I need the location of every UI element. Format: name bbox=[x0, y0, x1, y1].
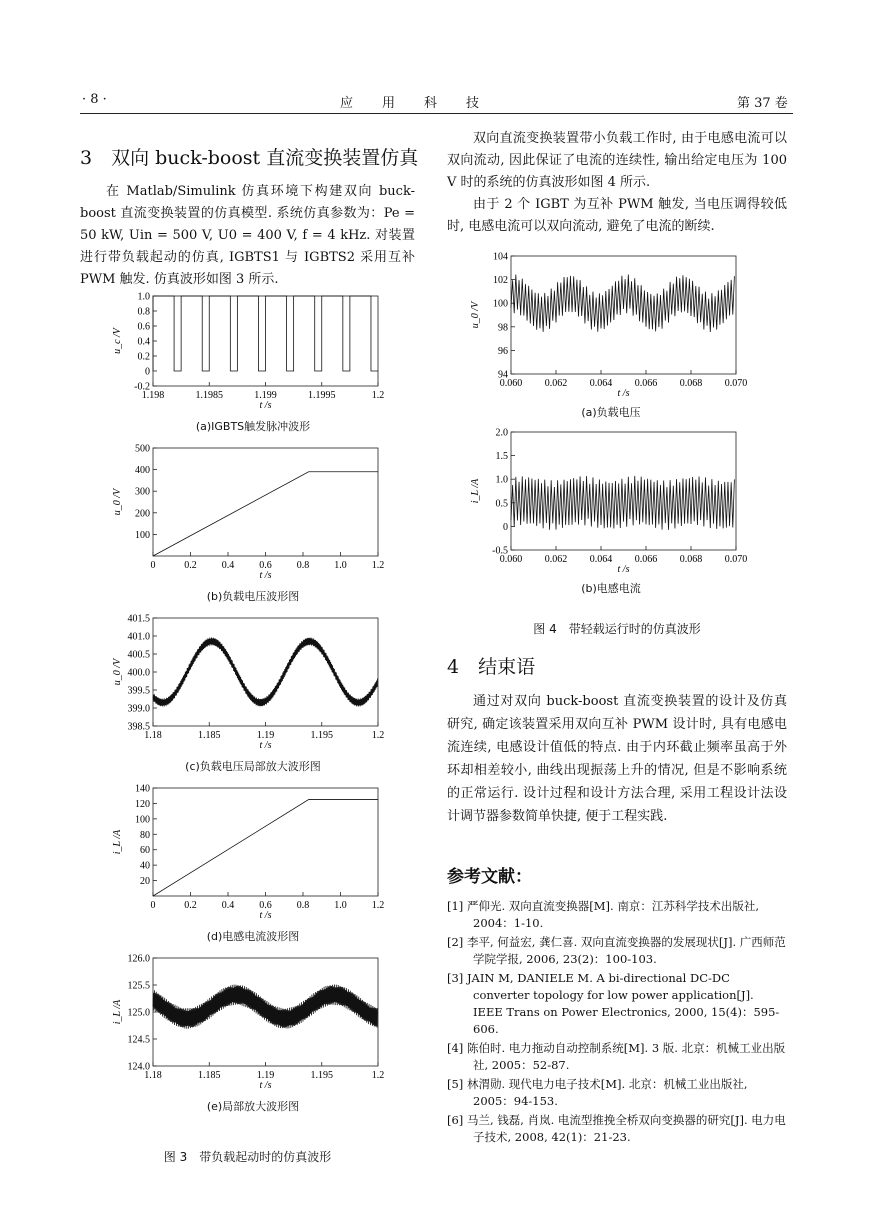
section-3-paragraph bbox=[80, 181, 415, 291]
x-tick-label: 1.195 bbox=[310, 730, 333, 741]
caption-3d: (d)电感电流波形图 bbox=[206, 930, 300, 943]
x-tick-label: 1.185 bbox=[198, 730, 221, 741]
x-tick-label: 0.2 bbox=[184, 560, 197, 571]
reference-item: [6] 马兰, 钱磊, 肖岚. 电流型推挽全桥双向变换器的研究[J]. 电力电子技术, 2008, 42(1)：21-23. bbox=[447, 1113, 786, 1144]
x-tick-label: 1.2 bbox=[371, 900, 385, 911]
caption-3a: (a)IGBTS触发脉冲波形 bbox=[195, 420, 311, 433]
y-axis-label: u_0 /V bbox=[470, 301, 481, 329]
y-axis-label: i_L /A bbox=[112, 999, 123, 1025]
x-tick-label: 0.070 bbox=[724, 378, 748, 389]
x-tick-label: 0.6 bbox=[259, 560, 272, 571]
x-tick-label: 1.19 bbox=[256, 1070, 275, 1081]
x-tick-label: 1.0 bbox=[334, 900, 347, 911]
y-tick-label: 2.0 bbox=[495, 427, 508, 439]
x-tick-label: 1.0 bbox=[334, 560, 347, 571]
x-tick-label: 1.19 bbox=[256, 730, 275, 741]
chart-3e bbox=[108, 950, 398, 1100]
section-3-text: 在 Matlab/Simulink 仿真环境下构建双向 buck-boost 直流变换装置的仿真模型. 系统仿真参数为：Pe = 50 kW, Uin = 500 V, U0 = 400 V, f = 4 kHz. 对装置进行带负载起动的仿真, IGBTS1 与 IGBTS2 采用互补 PWM 触发. 仿真波形如图 3 所示. bbox=[80, 184, 415, 287]
y-tick-label: 400.0 bbox=[127, 667, 150, 679]
reference-item: [3] JAIN M, DANIELE M. A bi-directional DC-DC converter topology for low power application[J]. IEEE Trans on Power Electronics, 2000, 15(4)：595-606. bbox=[447, 971, 780, 1036]
series-line bbox=[511, 476, 734, 530]
reference-item: [4] 陈伯时. 电力拖动自动控制系统[M]. 3 版. 北京：机械工业出版社, 2005：52-87. bbox=[447, 1041, 786, 1072]
x-tick-label: 1.2 bbox=[371, 730, 385, 741]
caption-3e: (e)局部放大波形图 bbox=[206, 1100, 300, 1113]
y-tick-label: 100 bbox=[135, 529, 150, 541]
y-tick-label: 200 bbox=[135, 508, 150, 520]
x-tick-label: 0.8 bbox=[296, 900, 310, 911]
series-line bbox=[511, 275, 734, 332]
y-axis-label: u_0 /V bbox=[112, 658, 123, 686]
x-tick-label: 1.2 bbox=[371, 390, 385, 401]
right-intro bbox=[447, 128, 787, 238]
x-axis-label: t /s bbox=[259, 1080, 272, 1091]
reference-item: [2] 李平, 何益宏, 龚仁喜. 双向直流变换器的发展现状[J]. 广西师范学院学报, 2006, 23(2)：100-103. bbox=[447, 935, 786, 966]
x-tick-label: 1.185 bbox=[198, 1070, 221, 1081]
chart-4b bbox=[466, 424, 756, 584]
x-tick-label: 1.1995 bbox=[308, 390, 336, 401]
y-tick-label: -0.2 bbox=[134, 381, 150, 393]
x-tick-label: 0.060 bbox=[499, 378, 523, 389]
y-tick-label: 124.0 bbox=[127, 1061, 150, 1073]
y-tick-label: 40 bbox=[140, 860, 150, 872]
y-tick-label: 400 bbox=[135, 465, 150, 477]
x-tick-label: 0.066 bbox=[634, 378, 658, 389]
y-axis-label: i_L /A bbox=[112, 829, 123, 855]
x-axis-label: t /s bbox=[259, 570, 272, 581]
caption-4a: (a)负载电压 bbox=[581, 406, 641, 419]
x-tick-label: 0.2 bbox=[184, 900, 197, 911]
x-tick-label: 1.1985 bbox=[195, 390, 223, 401]
references-title: 参考文献： bbox=[447, 867, 532, 887]
caption-4b: (b)电感电流 bbox=[581, 582, 641, 595]
plot-frame bbox=[153, 448, 378, 556]
y-tick-label: 126.0 bbox=[127, 953, 150, 965]
reference-item: [1] 严仰光. 双向直流变换器[M]. 南京：江苏科学技术出版社, 2004：1-10. bbox=[447, 899, 759, 930]
y-tick-label: 1.5 bbox=[495, 451, 508, 463]
y-tick-label: 400.5 bbox=[127, 649, 150, 661]
y-tick-label: 398.5 bbox=[127, 721, 150, 733]
caption-3b: (b)负载电压波形图 bbox=[206, 590, 300, 603]
y-axis-label: u_c /V bbox=[112, 328, 123, 354]
x-tick-label: 0.068 bbox=[679, 378, 703, 389]
x-tick-label: 0.060 bbox=[499, 554, 523, 565]
y-tick-label: 102 bbox=[493, 275, 508, 287]
chart-3d bbox=[108, 780, 398, 930]
y-tick-label: 98 bbox=[498, 322, 508, 334]
x-tick-label: 0 bbox=[150, 900, 156, 911]
series-line bbox=[153, 472, 378, 556]
x-tick-label: 0 bbox=[150, 560, 156, 571]
y-tick-label: -0.5 bbox=[492, 545, 508, 557]
series-line bbox=[153, 296, 378, 371]
x-tick-label: 1.198 bbox=[141, 390, 165, 401]
right-paragraph-1: 双向直流变换装置带小负载工作时, 由于电感电流可以双向流动, 因此保证了电流的连续性, 输出给定电压为 100 V 时的系统的仿真波形如图 4 所示. bbox=[447, 131, 787, 190]
x-tick-label: 0.062 bbox=[544, 378, 568, 389]
section-4-paragraph bbox=[447, 690, 787, 828]
y-tick-label: 125.0 bbox=[127, 1007, 150, 1019]
y-tick-label: 94 bbox=[498, 369, 508, 381]
x-tick-label: 0.064 bbox=[589, 554, 613, 565]
x-tick-label: 0.062 bbox=[544, 554, 568, 565]
x-axis-label: t /s bbox=[259, 740, 272, 751]
x-axis-label: t /s bbox=[617, 388, 630, 399]
figure-3 bbox=[108, 288, 398, 1114]
y-tick-label: 399.5 bbox=[127, 685, 150, 697]
y-tick-label: 120 bbox=[135, 798, 150, 810]
y-tick-label: 1.0 bbox=[137, 291, 150, 303]
x-tick-label: 1.18 bbox=[144, 730, 162, 741]
figure-3-caption: 图 3 带负载起动时的仿真波形 bbox=[163, 1150, 332, 1164]
y-tick-label: 0.6 bbox=[137, 321, 150, 333]
figure-4-caption: 图 4 带轻载运行时的仿真波形 bbox=[533, 622, 701, 636]
chart-3c bbox=[108, 610, 398, 760]
y-tick-label: 401.0 bbox=[127, 631, 150, 643]
y-tick-label: 104 bbox=[493, 251, 508, 263]
y-tick-label: 0 bbox=[145, 366, 150, 378]
x-axis-label: t /s bbox=[617, 564, 630, 575]
y-tick-label: 140 bbox=[135, 783, 150, 795]
x-tick-label: 0.066 bbox=[634, 554, 658, 565]
journal-name: 应 用 科 技 bbox=[340, 96, 481, 111]
chart-4a bbox=[466, 248, 756, 408]
caption-3c: (c)负载电压局部放大波形图 bbox=[185, 760, 321, 773]
volume-number: 第 37 卷 bbox=[737, 96, 788, 111]
x-tick-label: 0.6 bbox=[259, 900, 272, 911]
x-axis-label: t /s bbox=[259, 400, 272, 411]
y-tick-label: 0.2 bbox=[137, 351, 150, 363]
x-tick-label: 0.4 bbox=[221, 560, 235, 571]
y-tick-label: 0 bbox=[503, 521, 508, 533]
plot-frame bbox=[511, 256, 736, 374]
x-tick-label: 0.4 bbox=[221, 900, 235, 911]
y-tick-label: 20 bbox=[140, 876, 150, 888]
x-tick-label: 0.070 bbox=[724, 554, 748, 565]
section-3-title: 3 双向 buck-boost 直流变换装置仿真 bbox=[80, 147, 419, 169]
series-line bbox=[153, 800, 378, 896]
y-tick-label: 96 bbox=[498, 345, 508, 357]
x-tick-label: 1.18 bbox=[144, 1070, 162, 1081]
y-tick-label: 399.0 bbox=[127, 703, 150, 715]
y-tick-label: 300 bbox=[135, 486, 150, 498]
y-tick-label: 500 bbox=[135, 443, 150, 455]
y-tick-label: 80 bbox=[140, 829, 150, 841]
y-axis-label: i_L /A bbox=[470, 478, 481, 504]
header-rule bbox=[80, 113, 793, 114]
chart-3b bbox=[108, 440, 398, 590]
x-tick-label: 1.2 bbox=[371, 560, 385, 571]
section-4-text: 通过对双向 buck-boost 直流变换装置的设计及仿真研究, 确定该装置采用双向互补 PWM 设计时, 具有电感电流连续, 电感设计值低的特点. 由于内环截止频率虽高于外环却相差较小, 曲线出现振荡上升的情况, 但是不影响系统的正常运行. 设计过程和设计方法合理, 采用工程设计法设计调节器参数简单快捷, 便于工程实践. bbox=[447, 694, 787, 824]
section-4-title: 4 结束语 bbox=[447, 656, 536, 678]
y-tick-label: 100 bbox=[135, 814, 150, 826]
series-line bbox=[153, 637, 378, 706]
page-number: · 8 · bbox=[82, 92, 107, 107]
x-tick-label: 0.068 bbox=[679, 554, 703, 565]
reference-item: [5] 林渭勋. 现代电力电子技术[M]. 北京：机械工业出版社, 2005：94-153. bbox=[447, 1077, 748, 1108]
x-tick-label: 0.064 bbox=[589, 378, 613, 389]
x-tick-label: 1.2 bbox=[371, 1070, 385, 1081]
y-tick-label: 60 bbox=[140, 845, 150, 857]
x-tick-label: 1.195 bbox=[310, 1070, 333, 1081]
y-tick-label: 401.5 bbox=[127, 613, 150, 625]
y-tick-label: 124.5 bbox=[127, 1034, 150, 1046]
series-line bbox=[153, 985, 378, 1029]
y-tick-label: 125.5 bbox=[127, 980, 150, 992]
y-tick-label: 0.4 bbox=[137, 336, 150, 348]
x-tick-label: 1.199 bbox=[254, 390, 277, 401]
references-list bbox=[447, 898, 787, 1148]
y-tick-label: 1.0 bbox=[495, 474, 508, 486]
plot-frame bbox=[153, 788, 378, 896]
figure-4 bbox=[466, 248, 756, 596]
y-tick-label: 0.5 bbox=[495, 498, 508, 510]
chart-3a bbox=[108, 288, 398, 420]
y-tick-label: 100 bbox=[493, 298, 508, 310]
y-tick-label: 0.8 bbox=[137, 306, 150, 318]
x-tick-label: 0.8 bbox=[296, 560, 310, 571]
right-paragraph-2: 由于 2 个 IGBT 为互补 PWM 触发, 当电压调得较低时, 电感电流可以双向流动, 避免了电流的断续. bbox=[447, 197, 787, 234]
y-axis-label: u_0 /V bbox=[112, 488, 123, 516]
x-axis-label: t /s bbox=[259, 910, 272, 921]
